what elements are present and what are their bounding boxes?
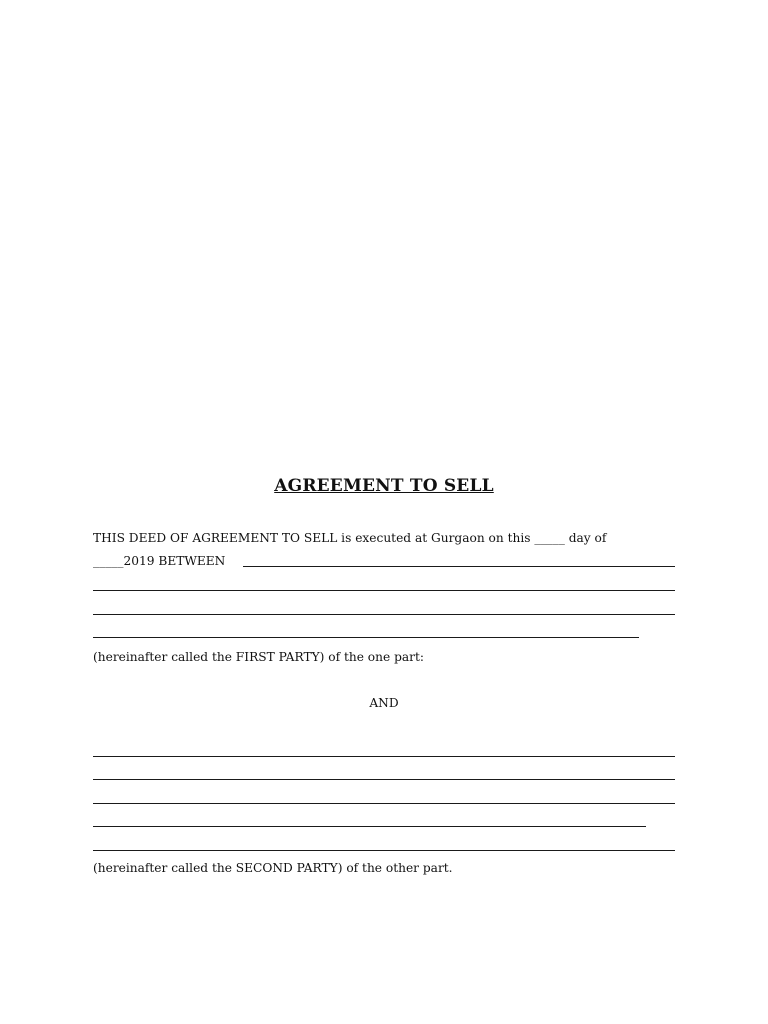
second-party-blank-line-4 (93, 826, 646, 827)
second-party-blank-line-1 (93, 756, 675, 757)
second-party-blank-line-2 (93, 779, 675, 780)
first-party-blank-line-2 (93, 614, 675, 615)
document-title: AGREEMENT TO SELL (274, 476, 494, 496)
first-party-clause: (hereinafter called the FIRST PARTY) of the one part: (93, 650, 424, 664)
intro-line-2-prefix: _____2019 BETWEEN (93, 554, 226, 568)
and-separator: AND (369, 696, 399, 710)
second-party-clause: (hereinafter called the SECOND PARTY) of the other part. (93, 861, 453, 875)
first-party-blank-line-1 (93, 590, 675, 591)
second-party-blank-line-3 (93, 803, 675, 804)
second-party-blank-line-5 (93, 850, 675, 851)
first-party-name-blank (243, 566, 675, 567)
intro-line-2 (93, 553, 675, 569)
intro-line-1: THIS DEED OF AGREEMENT TO SELL is executed at Gurgaon on this _____ day of (93, 531, 607, 545)
first-party-blank-line-3 (93, 637, 639, 638)
